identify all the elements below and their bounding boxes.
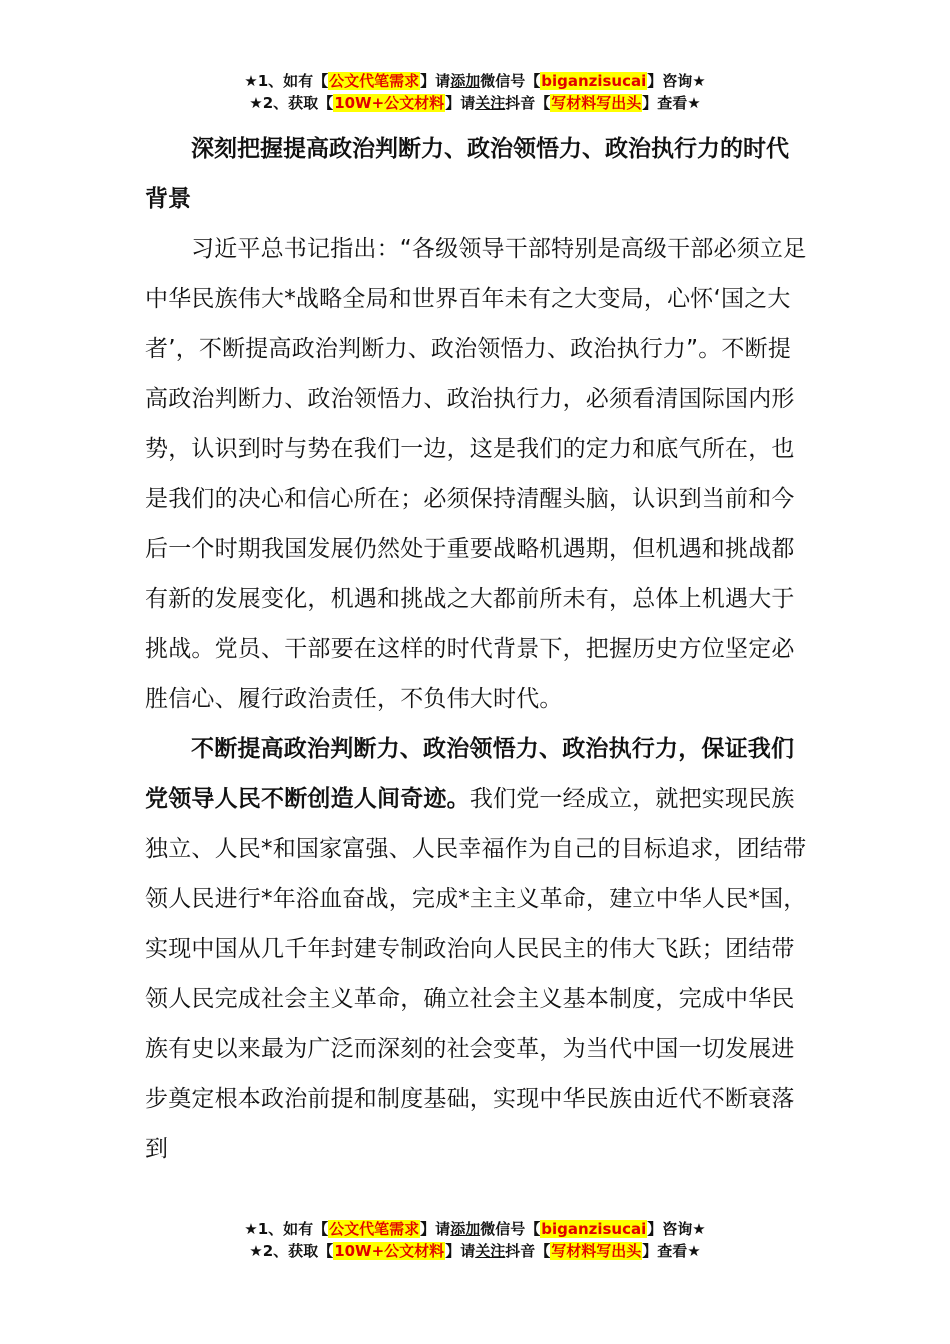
banner-line-2	[0, 1240, 950, 1262]
wechat-id-highlight: biganzisucai	[541, 1220, 647, 1238]
highlight-text: 10W+公文材料	[334, 94, 445, 112]
underlined-text: 添加	[450, 72, 481, 90]
banner-line-2	[0, 92, 950, 114]
paragraph-1: 习近平总书记指出：“各级领导干部特别是高级干部必须立足中华民族伟大*战略全局和世界百年未有之大变局，心怀‘国之大者’，不断提高政治判断力、政治领悟力、政治执行力”。不断提高政治判断力、政治领悟力、政治执行力，必须看清国际国内形势，认识到时与势在我们一边，这是我们的定力和底气所在，也是我们的决心和信心所在；必须保持清醒头脑，认识到当前和今后一个时期我国发展仍然处于重要战略机遇期，但机遇和挑战都有新的发展变化，机遇和挑战之大都前所未有，总体上机遇大于挑战。党员、干部要在这样的时代背景下，把握历史方位坚定必胜信心、履行政治责任，不负伟大时代。	[145, 236, 807, 712]
banner-text: 】请	[445, 1242, 476, 1260]
highlight-text: 10W+公文材料	[334, 1242, 445, 1260]
banner-text: 】请	[445, 94, 476, 112]
highlight-text: 公文代笔需求	[329, 1220, 420, 1238]
banner-text: ★2、获取【	[249, 94, 334, 112]
banner-text: ★1、如有【	[244, 1220, 329, 1238]
header-banner	[0, 70, 950, 114]
banner-text: 】咨询★	[647, 72, 706, 90]
footer-banner	[0, 1218, 950, 1262]
banner-text: 】查看★	[642, 1242, 701, 1260]
underlined-text: 关注	[475, 94, 506, 112]
douyin-highlight: 写材料写出头	[551, 94, 642, 112]
banner-text: 】请	[420, 1220, 451, 1238]
banner-text: 微信号【	[480, 72, 541, 90]
page-title: 深刻把握提高政治判断力、政治领悟力、政治执行力的时代背景	[145, 136, 789, 212]
wechat-id-highlight: biganzisucai	[541, 72, 647, 90]
document-body	[145, 124, 810, 1174]
paragraph-2-lead: 不断提高政治判断力、政治领悟力、政治执行力，保证我们党领导人民不断创造人间奇迹。	[145, 736, 795, 812]
banner-text: 】咨询★	[647, 1220, 706, 1238]
banner-text: 】请	[420, 72, 451, 90]
underlined-text: 关注	[475, 1242, 506, 1260]
banner-text: ★1、如有【	[244, 72, 329, 90]
banner-text: 微信号【	[480, 1220, 541, 1238]
highlight-text: 公文代笔需求	[329, 72, 420, 90]
banner-text: 抖音【	[505, 1242, 551, 1260]
banner-line-1	[0, 1218, 950, 1240]
banner-text: 】查看★	[642, 94, 701, 112]
paragraph-2-text: 我们党一经成立，就把实现民族独立、人民*和国家富强、人民幸福作为自己的目标追求，团结带领人民进行*年浴血奋战，完成*主主义革命，建立中华人民*国，实现中国从几千年封建专制政治向人民民主的伟大飞跃；团结带领人民完成社会主义革命，确立社会主义基本制度，完成中华民族有史以来最为广泛而深刻的社会变革，为当代中国一切发展进步奠定根本政治前提和制度基础，实现中华民族由近代不断衰落到	[145, 786, 807, 1162]
banner-line-1	[0, 70, 950, 92]
banner-text: ★2、获取【	[249, 1242, 334, 1260]
underlined-text: 添加	[450, 1220, 481, 1238]
douyin-highlight: 写材料写出头	[551, 1242, 642, 1260]
banner-text: 抖音【	[505, 94, 551, 112]
paragraph-2	[145, 724, 810, 1174]
